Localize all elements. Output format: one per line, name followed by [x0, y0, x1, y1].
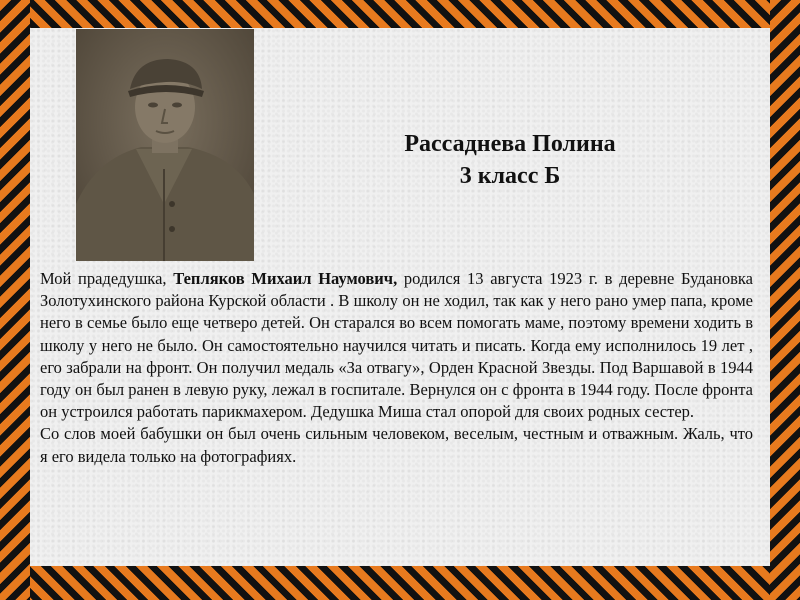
ribbon-border-bottom	[0, 566, 800, 600]
ribbon-border-top	[0, 0, 800, 30]
biography-paragraph-2: Со слов моей бабушки он был очень сильным человеком, веселым, честным и отважным. Жаль, что я его видела только на фотографиях.	[40, 424, 753, 466]
soldier-portrait-photo	[76, 29, 254, 261]
biography-paragraph-1	[40, 268, 753, 423]
biography-text	[40, 268, 753, 468]
ribbon-border-left	[0, 0, 30, 600]
biography-intro: Мой прадедушка,	[40, 269, 174, 288]
student-name: Рассаднева Полина	[404, 131, 616, 157]
biography-body: родился 13 августа 1923 г. в деревне Будановка Золотухинского района Курской области . В школу он не ходил, так как у него рано умер папа, кроме него в семье было еще четверо детей. Он старался во всем помогать маме, поэтому времени ходить в школу у него не было. Он самостоятельно научился читать и писать. Когда ему исполнилось 19 лет , его забрали на фронт. Он получил медаль «За отвагу», Орден Красной Звезды. Под Варшавой в 1944 году он был ранен в левую руку, лежал в госпитале. Вернулся он с фронта в 1944 году. После фронта он устроился работать парикмахером. Дедушка Миша стал опорой для своих родных сестер.	[40, 269, 753, 422]
ribbon-border-right	[770, 0, 800, 600]
great-grandfather-name: Тепляков Михаил Наумович,	[173, 269, 398, 288]
student-class: 3 класс Б	[459, 163, 561, 189]
student-header	[360, 128, 660, 192]
